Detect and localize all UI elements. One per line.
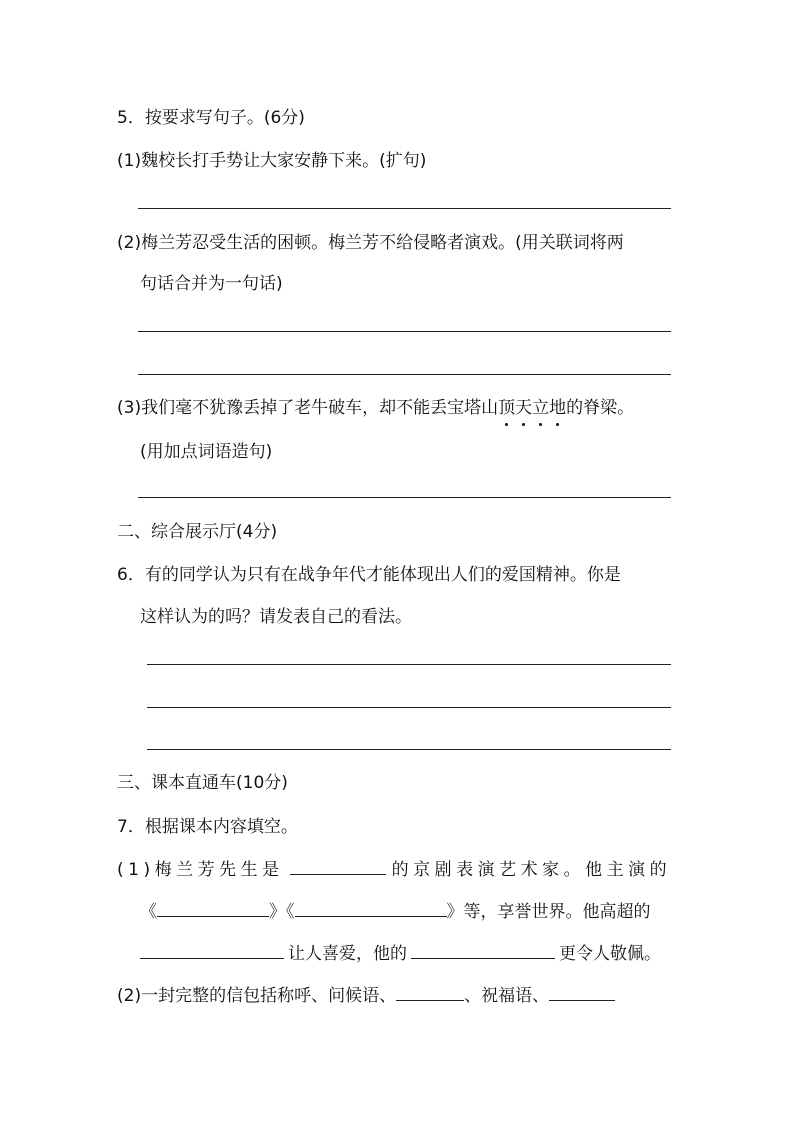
q5-sentence-3-line2: (用加点词语造句) <box>140 442 273 462</box>
q7-2-line1 <box>117 983 615 1008</box>
q7-1-line2 <box>140 899 651 924</box>
q7-1-b: 的京剧表演艺术家。他主演的 <box>391 860 672 880</box>
q5-title: 5．按要求写句子。(6分) <box>117 108 305 128</box>
answer-line-3[interactable] <box>138 374 671 375</box>
dotted-char: 立 <box>532 398 550 418</box>
q7-1-c: 等，享誉世界。他高超的 <box>463 902 651 922</box>
q7-1-line3 <box>140 941 661 966</box>
fill-blank-5[interactable] <box>411 941 555 959</box>
dotted-char: 顶 <box>498 398 516 418</box>
q7-1-a: (1)梅兰芳先生是 <box>117 860 284 880</box>
open-quote: 《 <box>140 902 157 922</box>
q7-title: 7．根据课本内容填空。 <box>117 817 298 837</box>
section-3-title: 三、课本直通车(10分) <box>117 773 288 793</box>
answer-line-2[interactable] <box>138 331 671 332</box>
q6-line2: 这样认为的吗？请发表自己的看法。 <box>140 607 412 627</box>
separator: 、 <box>532 986 550 1006</box>
q7-1-e: 更令人敬佩。 <box>559 944 661 964</box>
section-2-title: 二、综合展示厅(4分) <box>117 522 278 542</box>
answer-line-1[interactable] <box>138 208 671 209</box>
dotted-char: 天 <box>515 398 533 418</box>
q7-1-d: 让人喜爱，他的 <box>288 944 407 964</box>
fill-blank-7[interactable] <box>549 983 615 1001</box>
q5-sentence-2-line2: 句话合并为一句话) <box>140 274 283 294</box>
q5-sentence-1: (1)魏校长打手势让大家安静下来。(扩句) <box>117 151 427 171</box>
fill-blank-1[interactable] <box>290 857 386 875</box>
q5-s3-before: (3)我们毫不犹豫丢掉了老牛破车，却不能丢宝塔山 <box>117 398 499 418</box>
q6-line1: 6．有的同学认为只有在战争年代才能体现出人们的爱国精神。你是 <box>117 565 621 585</box>
open-quote: 《 <box>286 902 295 922</box>
dotted-char: 地 <box>549 398 567 418</box>
q5-sentence-2-line1: (2)梅兰芳忍受生活的困顿。梅兰芳不给侵略者演戏。(用关联词将两 <box>117 233 624 253</box>
answer-line-7[interactable] <box>147 749 671 750</box>
q7-2-b: 祝福语 <box>481 986 533 1006</box>
answer-line-4[interactable] <box>138 497 671 498</box>
fill-blank-2[interactable] <box>157 899 269 917</box>
fill-blank-6[interactable] <box>396 983 464 1001</box>
q7-1-line1 <box>117 857 671 882</box>
close-quote: 》 <box>269 902 286 922</box>
q5-s3-after: 的脊梁。 <box>566 398 635 418</box>
fill-blank-3[interactable] <box>295 899 447 917</box>
answer-line-6[interactable] <box>147 707 671 708</box>
q5-sentence-3 <box>117 396 634 420</box>
q7-2-a: (2)一封完整的信包括称呼、问候语、 <box>117 986 397 1006</box>
answer-line-5[interactable] <box>147 664 671 665</box>
fill-blank-4[interactable] <box>140 941 284 959</box>
separator: 、 <box>464 986 482 1006</box>
close-quote: 》 <box>446 902 464 922</box>
